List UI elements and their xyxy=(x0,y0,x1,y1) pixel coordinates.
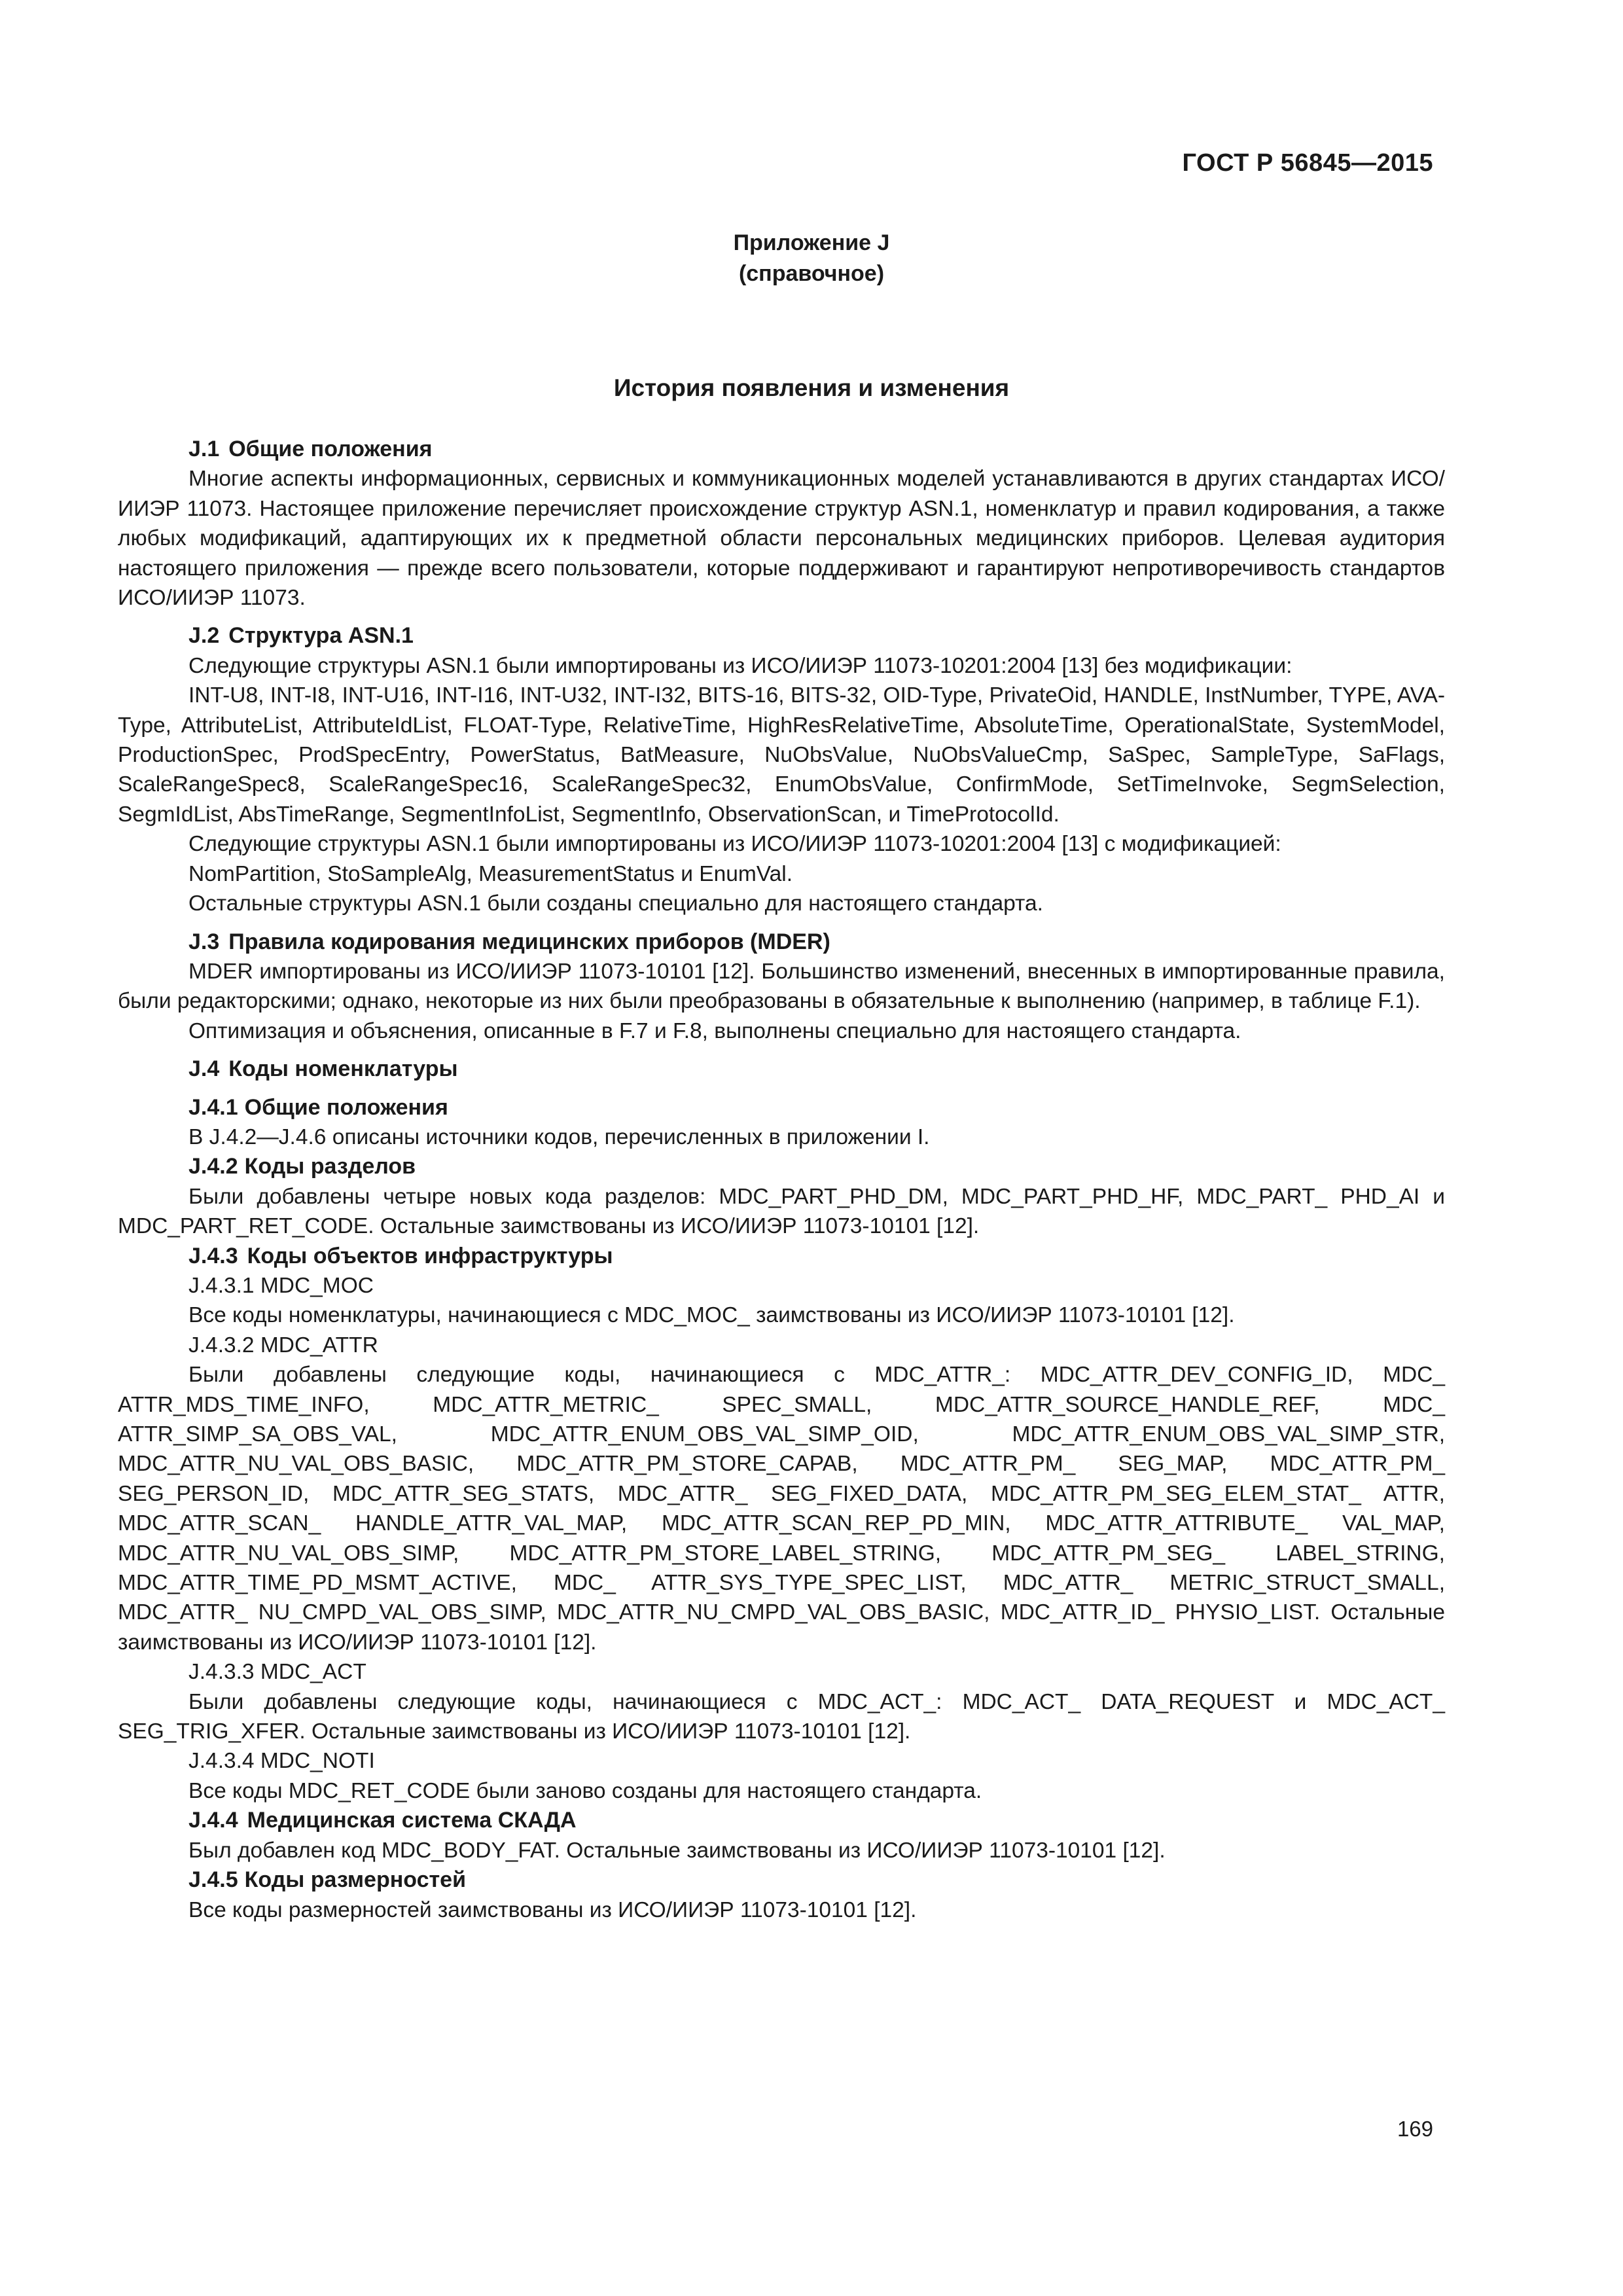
section-number: J.4 xyxy=(188,1056,220,1082)
paragraph: Был добавлен код MDC_BODY_FAT. Остальные заимствованы из ИСО/ИИЭР 11073-10101 [12]. xyxy=(188,1838,1166,1863)
section-title: Медицинская система СКАДА xyxy=(247,1808,577,1833)
paragraph: Оптимизация и объяснения, описанные в F.7 и F.8, выполнены специально для настоящего стандарта. xyxy=(188,1018,1241,1043)
paragraph: Были добавлены следующие коды, начинающиеся с MDC_ACT_: MDC_ACT_ DATA_REQUEST и MDC_ACT_ SEG_TRIG_XFER. Остальные заимствованы из ИСО/ИИЭР 11073-10101 [12]. xyxy=(118,1689,1445,1744)
subsection-label-mdc-moc: J.4.3.1 MDC_MOC xyxy=(188,1273,374,1298)
paragraph: Многие аспекты информационных, сервисных и коммуникационных моделей устанавливаются в других стандартах ИСО/ИИЭР 11073. Настоящее приложение перечисляет происхождение структур ASN.1, номенклатур и правил кодирования, а также любых модификаций, адаптирующих их к предметной области персональных медицинских приборов. Целевая аудитория настоящего приложения — прежде всего пользователи, которые поддерживают и гарантируют непротиворечивость стандартов ИСО/ИИЭР 11073. xyxy=(118,467,1445,611)
section-title: Коды номенклатуры xyxy=(228,1056,458,1082)
section-heading-j3 xyxy=(118,927,1445,957)
subsection-label-mdc-noti: J.4.3.4 MDC_NOTI xyxy=(188,1749,375,1774)
paragraph: Все коды размерностей заимствованы из ИСО/ИИЭР 11073-10101 [12]. xyxy=(188,1897,917,1922)
paragraph: Следующие структуры ASN.1 были импортированы из ИСО/ИИЭР 11073-10201:2004 [13] с модификацией: xyxy=(188,832,1281,857)
section-heading-j44 xyxy=(118,1806,1445,1835)
section-title: Коды разделов xyxy=(244,1154,416,1179)
section-heading-j2 xyxy=(118,621,1445,651)
paragraph: Были добавлены четыре новых кода разделов: MDC_PART_PHD_DM, MDC_PART_PHD_HF, MDC_PART_ PHD_AI и MDC_PART_RET_CODE. Остальные заимствованы из ИСО/ИИЭР 11073-10101 [12]. xyxy=(118,1184,1445,1239)
section-heading-j1 xyxy=(118,435,1445,464)
section-number: J.4.3 xyxy=(188,1243,238,1268)
paragraph: NomPartition, StoSampleAlg, MeasurementStatus и EnumVal. xyxy=(188,861,793,886)
section-title: Правила кодирования медицинских приборов (MDER) xyxy=(228,929,830,954)
section-heading-j43 xyxy=(118,1242,1445,1271)
subsection-label-mdc-attr: J.4.3.2 MDC_ATTR xyxy=(188,1333,378,1357)
paragraph: MDER импортированы из ИСО/ИИЭР 11073-10101 [12]. Большинство изменений, внесенных в импортированные правила, были редакторскими; однако, некоторые из них были преобразованы в обязательные к выполнению (например, в таблице F.1). xyxy=(118,959,1445,1014)
annex-type: (справочное) xyxy=(738,261,885,286)
section-heading-j41 xyxy=(118,1093,1445,1122)
section-number: J.2 xyxy=(188,623,220,649)
section-number: J.4.4 xyxy=(188,1808,238,1833)
subsection-label-mdc-act: J.4.3.3 MDC_ACT xyxy=(188,1660,366,1685)
section-number: J.4.1 xyxy=(188,1094,238,1120)
section-heading-j45 xyxy=(118,1865,1445,1895)
paragraph: INT-U8, INT-I8, INT-U16, INT-I16, INT-U32, INT-I32, BITS-16, BITS-32, OID-Type, PrivateOid, HANDLE, InstNumber, TYPE, AVA-Type, AttributeList, AttributeIdList, FLOAT-Type, RelativeTime, HighResRelativeTime, AbsoluteTime, OperationalState, SystemModel, ProductionSpec, ProdSpecEntry, PowerStatus, BatMeasure, NuObsValue, NuObsValueCmp, SaSpec, SampleType, SaFlags, ScaleRangeSpec8, ScaleRangeSpec16, ScaleRangeSpec32, EnumObsValue, ConfirmMode, SetTimeInvoke, SegmSelection, SegmIdList, AbsTimeRange, SegmentInfoList, SegmentInfo, ObservationScan, и TimeProtocolId. xyxy=(118,683,1445,827)
section-title: Коды объектов инфраструктуры xyxy=(247,1243,613,1268)
section-title: Структура ASN.1 xyxy=(228,623,414,649)
section-title: Общие положения xyxy=(228,437,433,461)
section-number: J.4.2 xyxy=(188,1154,238,1179)
section-title: Коды размерностей xyxy=(244,1867,466,1893)
section-title: Общие положения xyxy=(244,1094,448,1120)
section-heading-j4 xyxy=(118,1054,1445,1084)
section-heading-j42 xyxy=(118,1152,1445,1181)
paragraph: В J.4.2—J.4.6 описаны источники кодов, перечисленных в приложении I. xyxy=(188,1124,930,1149)
annex-label: Приложение J xyxy=(733,230,890,255)
document-body xyxy=(118,435,1445,1925)
document-code-header: ГОСТ Р 56845—2015 xyxy=(1182,149,1433,177)
annex-heading xyxy=(0,228,1623,289)
paragraph: Все коды номенклатуры, начинающиеся с MDC_MOC_ заимствованы из ИСО/ИИЭР 11073-10101 [12]. xyxy=(188,1303,1235,1328)
paragraph: Были добавлены следующие коды, начинающиеся с MDC_ATTR_: MDC_ATTR_DEV_CONFIG_ID, MDC_ ATTR_MDS_TIME_INFO, MDC_ATTR_METRIC_ SPEC_SMALL, MDC_ATTR_SOURCE_HANDLE_REF, MDC_ ATTR_SIMP_SA_OBS_VAL, MDC_ATTR_ENUM_OBS_VAL_SIMP_OID, MDC_ATTR_ENUM_OBS_VAL_SIMP_STR, MDC_ATTR_NU_VAL_OBS_BASIC, MDC_ATTR_PM_STORE_CAPAB, MDC_ATTR_PM_ SEG_MAP, MDC_ATTR_PM_ SEG_PERSON_ID, MDC_ATTR_SEG_STATS, MDC_ATTR_ SEG_FIXED_DATA, MDC_ATTR_PM_SEG_ELEM_STAT_ ATTR, MDC_ATTR_SCAN_ HANDLE_ATTR_VAL_MAP, MDC_ATTR_SCAN_REP_PD_MIN, MDC_ATTR_ATTRIBUTE_ VAL_MAP, MDC_ATTR_NU_VAL_OBS_SIMP, MDC_ATTR_PM_STORE_LABEL_STRING, MDC_ATTR_PM_SEG_ LABEL_STRING, MDC_ATTR_TIME_PD_MSMT_ACTIVE, MDC_ ATTR_SYS_TYPE_SPEC_LIST, MDC_ATTR_ METRIC_STRUCT_SMALL, MDC_ATTR_ NU_CMPD_VAL_OBS_SIMP, MDC_ATTR_NU_CMPD_VAL_OBS_BASIC, MDC_ATTR_ID_ PHYSIO_LIST. Остальные заимствованы из ИСО/ИИЭР 11073-10101 [12]. xyxy=(118,1363,1445,1655)
section-number: J.1 xyxy=(188,437,220,461)
paragraph: Остальные структуры ASN.1 были созданы специально для настоящего стандарта. xyxy=(188,891,1043,916)
paragraph: Все коды MDC_RET_CODE были заново созданы для настоящего стандарта. xyxy=(188,1778,982,1803)
section-number: J.3 xyxy=(188,929,220,954)
annex-title: История появления и изменения xyxy=(613,374,1010,401)
section-number: J.4.5 xyxy=(188,1867,238,1893)
paragraph: Следующие структуры ASN.1 были импортированы из ИСО/ИИЭР 11073-10201:2004 [13] без модификации: xyxy=(188,653,1293,678)
page-number: 169 xyxy=(1397,2117,1433,2141)
